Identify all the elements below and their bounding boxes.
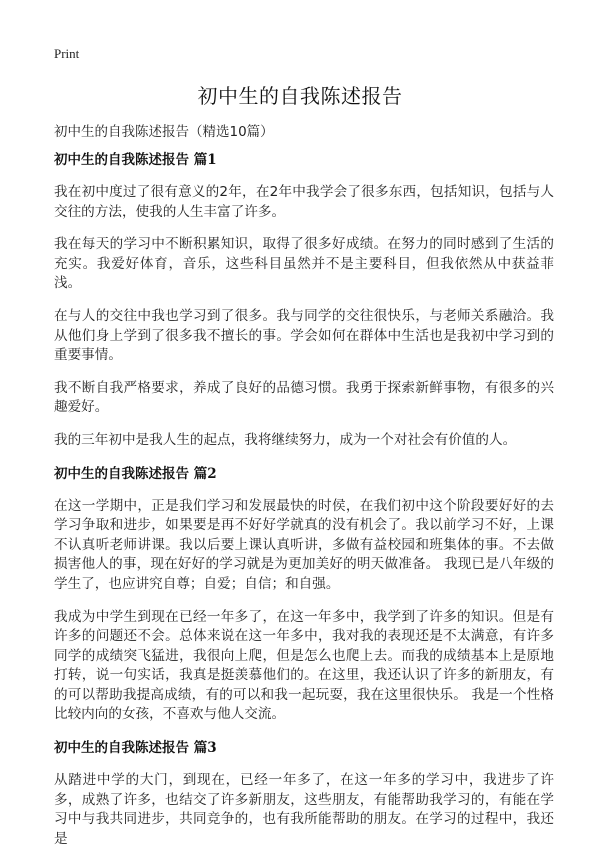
paragraph: 我的三年初中是我人生的起点，我将继续努力，成为一个对社会有价值的人。 — [54, 431, 517, 448]
paragraph: 我不断自我严格要求，养成了良好的品德习惯。我勇于探索新鲜事物，有很多的兴趣爱好。 — [54, 379, 554, 416]
paragraph: 我在初中度过了很有意义的2年，在2年中我学会了很多东西，包括知识，包括与人交往的方法，使我的人生丰富了许多。 — [54, 184, 554, 220]
section-1 — [54, 150, 554, 451]
print-label: Print — [54, 46, 80, 61]
paragraph: 从踏进中学的大门，到现在，已经一年多了，在这一年多的学习中，我进步了许多，成熟了许多，也结交了许多新朋友，这些朋友，有能帮助我学习的，有能在学习中与我共同进步，共同竞争的，也有我所能帮助的朋友。在学习的过程中，我还是 — [54, 772, 554, 847]
document-title: 初中生的自我陈述报告 — [197, 84, 403, 108]
section-heading: 初中生的自我陈述报告 篇3 — [54, 740, 217, 757]
document-body — [54, 150, 554, 862]
paragraph: 在这一学期中，正是我们学习和发展最快的时侯，在我们初中这个阶段要好好的去学习争取和进步，如果要是再不好好学就真的没有机会了。我以前学习不好，上课不认真听老师讲课。我以后要上课认真听讲，多做有益校园和班集体的事。不去做损害他人的事，现在好好的学习就是为更加美好的明天做准备。 我现已是八年级的学生了，也应讲究自尊；自爱；自信；和自强。 — [54, 497, 554, 592]
paragraph: 我成为中学生到现在已经一年多了，在这一年多中，我学到了许多的知识。但是有许多的问题还不会。总体来说在这一年多中，我对我的表现还是不太满意，有许多同学的成绩突飞猛进，我很向上爬，但是怎么也爬上去。而我的成绩基本上是原地打转，说一句实话，我真是挺羡慕他们的。在这里，我还认识了许多的新朋友，有的可以帮助我提高成绩，有的可以和我一起玩耍，我在这里很快乐。 我是一个性格比较内向的女孩，不喜欢与他人交流。 — [54, 608, 554, 723]
section-2 — [54, 464, 554, 726]
document-subtitle: 初中生的自我陈述报告（精选10篇） — [54, 124, 274, 140]
paragraph: 在与人的交往中我也学习到了很多。我与同学的交往很快乐，与老师关系融洽。我从他们身上学到了很多我不擅长的事。学会如何在群体中生活也是我初中学习到的重要事情。 — [54, 307, 554, 364]
section-3 — [54, 738, 554, 849]
paragraph: 我在每天的学习中不断积累知识，取得了很多好成绩。在努力的同时感到了生活的充实。我爱好体育，音乐，这些科目虽然并不是主要科目，但我依然从中获益菲浅。 — [54, 236, 554, 292]
section-heading: 初中生的自我陈述报告 篇2 — [54, 465, 217, 482]
section-heading: 初中生的自我陈述报告 篇1 — [54, 152, 217, 168]
